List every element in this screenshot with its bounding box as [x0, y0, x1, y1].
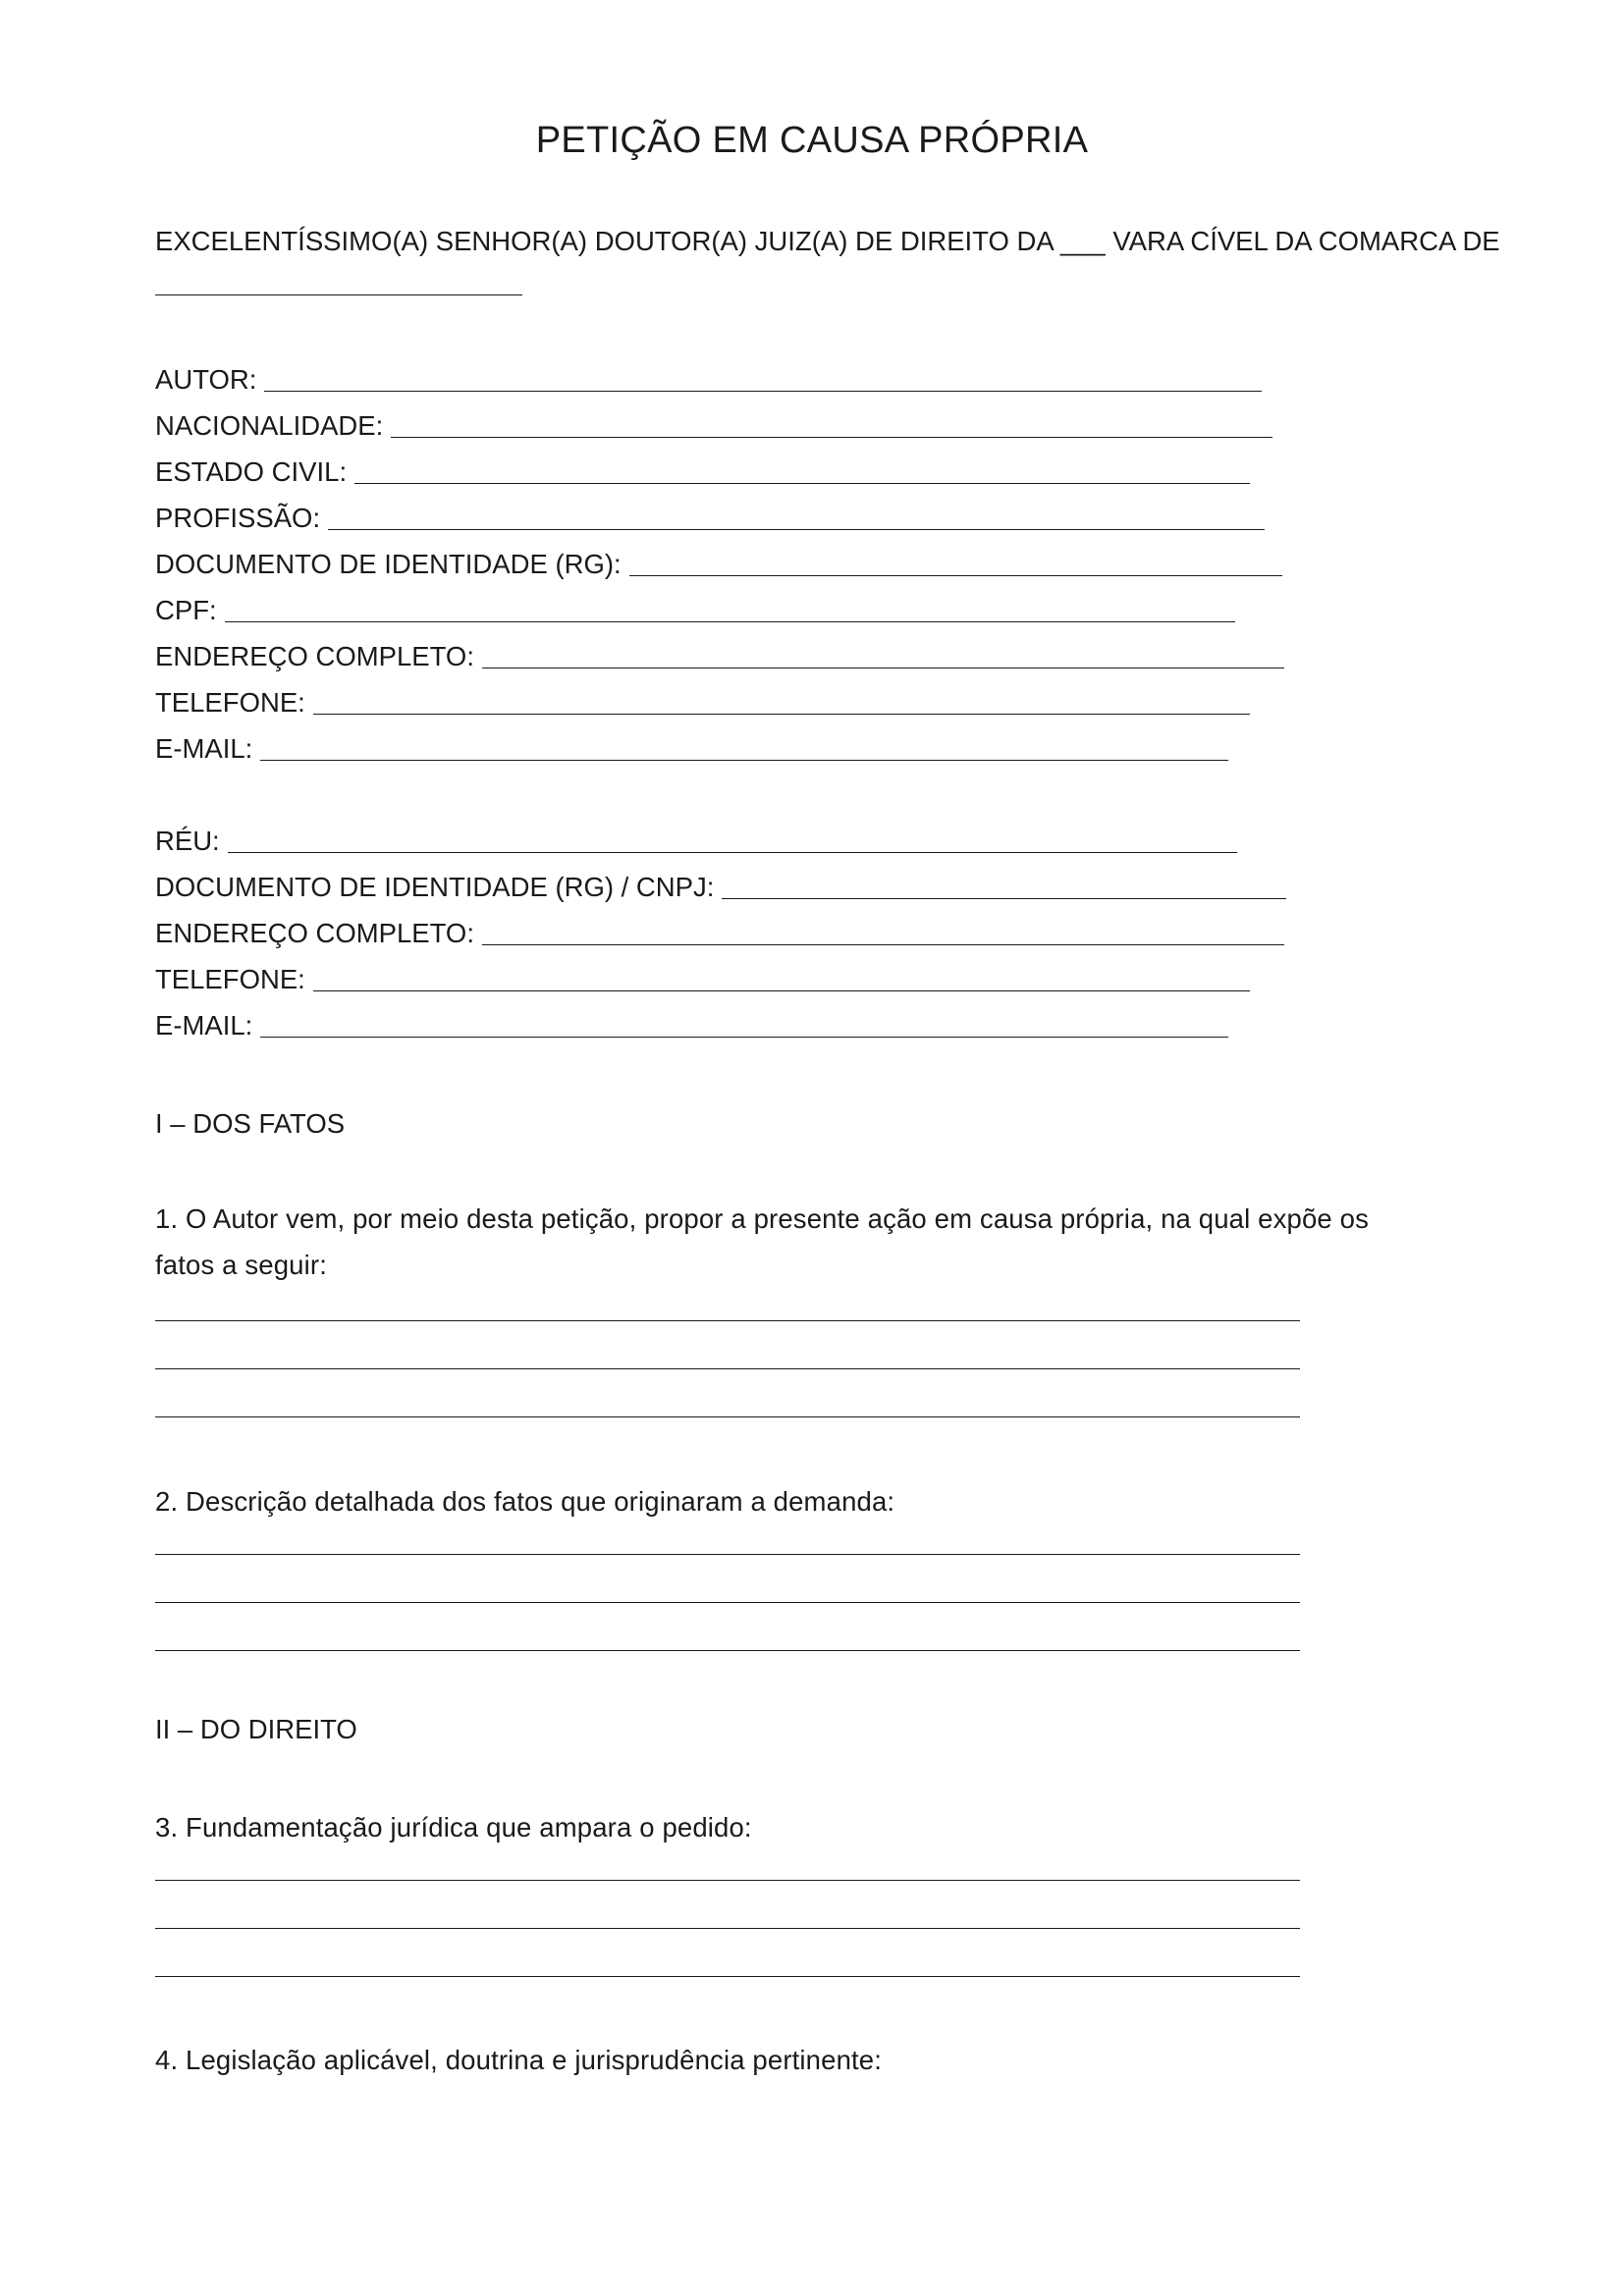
- write-line[interactable]: [155, 1976, 1300, 1977]
- field-label: CPF:: [155, 595, 217, 625]
- field-cpf[interactable]: [155, 588, 1235, 627]
- field-label: NACIONALIDADE:: [155, 410, 384, 441]
- paragraph-item-2: 2. Descrição detalhada dos fatos que originaram a demanda:: [155, 1486, 895, 1517]
- field-label: AUTOR:: [155, 364, 257, 395]
- comarca-blank-line[interactable]: [155, 294, 522, 295]
- field-label: ESTADO CIVIL:: [155, 456, 348, 487]
- field-email[interactable]: [155, 726, 1228, 766]
- field-reu-telefone[interactable]: [155, 957, 1250, 996]
- write-line[interactable]: [155, 1650, 1300, 1651]
- write-line[interactable]: [155, 1554, 1300, 1555]
- field-label: DOCUMENTO DE IDENTIDADE (RG) / CNPJ:: [155, 872, 715, 902]
- write-line[interactable]: [155, 1602, 1300, 1603]
- field-blank-line[interactable]: [354, 483, 1250, 484]
- field-endereco[interactable]: [155, 634, 1284, 673]
- field-telefone[interactable]: [155, 680, 1250, 720]
- addressee-line: EXCELENTÍSSIMO(A) SENHOR(A) DOUTOR(A) JUIZ(A) DE DIREITO DA ___ VARA CÍVEL DA COMARCA DE: [155, 226, 1500, 256]
- field-profissao[interactable]: [155, 496, 1265, 535]
- field-blank-line[interactable]: [260, 1037, 1228, 1038]
- field-blank-line[interactable]: [313, 990, 1250, 991]
- field-estado-civil[interactable]: [155, 450, 1250, 489]
- field-label: ENDEREÇO COMPLETO:: [155, 918, 474, 948]
- field-label: TELEFONE:: [155, 964, 305, 994]
- field-rg-cnpj[interactable]: [155, 865, 1286, 904]
- section-heading-direito: II – DO DIREITO: [155, 1714, 357, 1744]
- field-label: TELEFONE:: [155, 687, 305, 718]
- field-blank-line[interactable]: [313, 714, 1250, 715]
- field-blank-line[interactable]: [225, 621, 1235, 622]
- field-autor[interactable]: [155, 357, 1262, 397]
- field-label: RÉU:: [155, 826, 220, 856]
- field-nacionalidade[interactable]: [155, 403, 1272, 443]
- paragraph-item-1: 1. O Autor vem, por meio desta petição, propor a presente ação em causa própria, na qual expõe os fatos a seguir:: [155, 1203, 1369, 1280]
- field-label: ENDEREÇO COMPLETO:: [155, 641, 474, 671]
- field-reu[interactable]: [155, 819, 1237, 858]
- write-line[interactable]: [155, 1416, 1300, 1417]
- field-blank-line[interactable]: [482, 667, 1284, 668]
- field-reu-endereco[interactable]: [155, 911, 1284, 950]
- paragraph-item-4: 4. Legislação aplicável, doutrina e jurisprudência pertinente:: [155, 2045, 883, 2075]
- field-blank-line[interactable]: [260, 760, 1228, 761]
- section-heading-fatos: I – DOS FATOS: [155, 1108, 346, 1139]
- field-blank-line[interactable]: [391, 437, 1272, 438]
- field-blank-line[interactable]: [264, 391, 1262, 392]
- field-blank-line[interactable]: [328, 529, 1265, 530]
- field-blank-line[interactable]: [228, 852, 1237, 853]
- field-blank-line[interactable]: [482, 944, 1284, 945]
- paragraph-item-3: 3. Fundamentação jurídica que ampara o pedido:: [155, 1812, 752, 1842]
- write-line[interactable]: [155, 1320, 1300, 1321]
- field-label: DOCUMENTO DE IDENTIDADE (RG):: [155, 549, 622, 579]
- document-title: PETIÇÃO EM CAUSA PRÓPRIA: [535, 120, 1089, 161]
- field-rg[interactable]: [155, 542, 1282, 581]
- field-blank-line[interactable]: [629, 575, 1282, 576]
- field-label: PROFISSÃO:: [155, 503, 321, 533]
- field-blank-line[interactable]: [722, 898, 1286, 899]
- write-line[interactable]: [155, 1880, 1300, 1881]
- field-label: E-MAIL:: [155, 1010, 253, 1041]
- field-label: E-MAIL:: [155, 733, 253, 764]
- write-line[interactable]: [155, 1928, 1300, 1929]
- write-line[interactable]: [155, 1368, 1300, 1369]
- field-reu-email[interactable]: [155, 1003, 1228, 1042]
